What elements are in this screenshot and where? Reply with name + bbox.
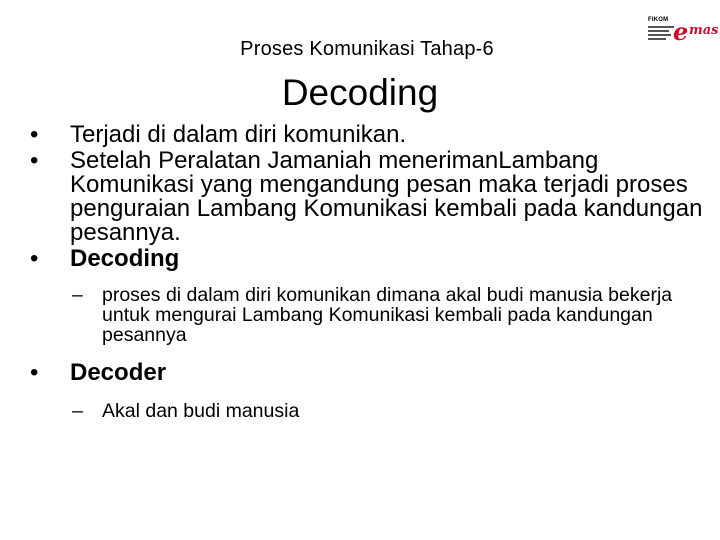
sub-text: proses di dalam diri komunikan dimana akal budi manusia bekerja untuk mengurai Lambang Komunikasi kembali pada kandungan pesannya: [102, 284, 673, 346]
sub-item: [28, 285, 708, 345]
slide-subtitle: Proses Komunikasi Tahap-6: [240, 38, 494, 60]
logo-e-letter: e: [673, 17, 689, 46]
bullet-text: Decoder: [70, 359, 167, 386]
bullet-item: [28, 149, 708, 245]
bullet-marker: •: [30, 121, 39, 148]
sub-item: [28, 401, 708, 421]
bullet-text: Terjadi di dalam diri komunikan.: [70, 121, 407, 148]
bullet-marker: •: [30, 147, 39, 174]
bullet-item-decoder: [28, 361, 708, 385]
bullet-item-decoding: [28, 247, 708, 271]
sub-marker: –: [72, 400, 83, 422]
bullet-text: Decoding: [70, 245, 180, 272]
bullet-marker: •: [30, 245, 39, 272]
logo-mas-text: mas: [689, 23, 719, 38]
bullet-marker: •: [30, 359, 39, 386]
sub-marker: –: [72, 284, 83, 306]
bullet-list: [28, 123, 708, 421]
bullet-text: Setelah Peralatan Jamaniah menerimanLambang Komunikasi yang mengandung pesan maka terjadi proses penguraian Lambang Komunikasi kembali pada kandungan pesannya.: [70, 147, 703, 246]
logo-fikom-text: FIKOM: [648, 17, 669, 23]
bullet-item: [28, 123, 708, 147]
slide-title: Decoding: [281, 72, 439, 113]
sub-text: Akal dan budi manusia: [102, 400, 300, 422]
